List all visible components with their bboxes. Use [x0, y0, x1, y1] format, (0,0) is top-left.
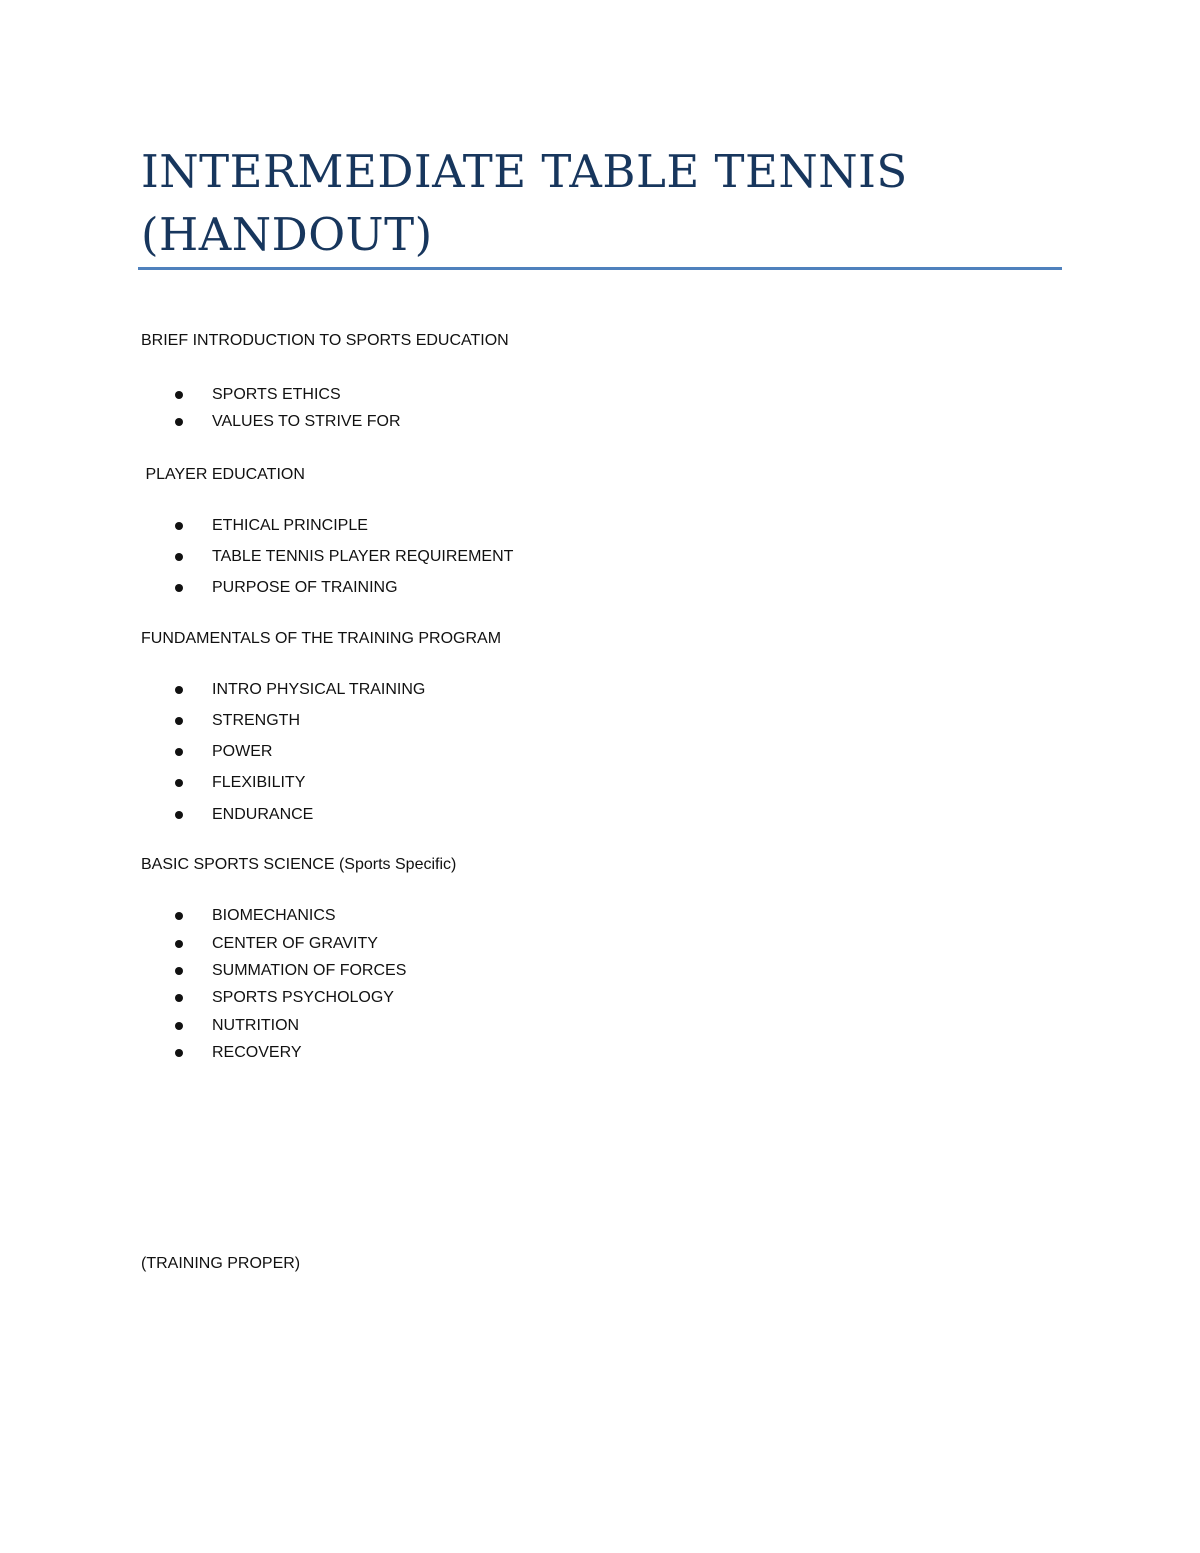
section-heading-training-proper: (TRAINING PROPER): [141, 1255, 301, 1272]
bullet-icon: [175, 584, 183, 592]
list-item-text: VALUES TO STRIVE FOR: [212, 413, 401, 430]
bullet-icon: [175, 686, 183, 694]
bullet-icon: [175, 418, 183, 426]
list-item-text: BIOMECHANICS: [212, 907, 336, 924]
list-item-text: NUTRITION: [212, 1017, 300, 1034]
bullet-icon: [175, 522, 183, 530]
bullet-icon: [175, 553, 183, 561]
bullet-icon: [175, 912, 183, 920]
bullet-icon: [175, 748, 183, 756]
bullet-icon: [175, 717, 183, 725]
list-item-text: ENDURANCE: [212, 806, 314, 823]
bullet-icon: [175, 811, 183, 819]
list-item-text: POWER: [212, 743, 273, 760]
title-line-2: (HANDOUT): [141, 208, 433, 261]
bullet-icon: [175, 391, 183, 399]
list-item-text: PURPOSE OF TRAINING: [212, 579, 398, 596]
list-item-text: SUMMATION OF FORCES: [212, 962, 407, 979]
section-heading-training-program: FUNDAMENTALS OF THE TRAINING PROGRAM: [141, 630, 502, 647]
list-item-text: FLEXIBILITY: [212, 774, 306, 791]
list-item-text: INTRO PHYSICAL TRAINING: [212, 681, 426, 698]
list-item-text: SPORTS PSYCHOLOGY: [212, 989, 394, 1006]
section-heading-sports-science: BASIC SPORTS SCIENCE (Sports Specific): [141, 856, 457, 873]
list-item-text: ETHICAL PRINCIPLE: [212, 517, 368, 534]
bullet-icon: [175, 967, 183, 975]
list-item-text: RECOVERY: [212, 1044, 302, 1061]
bullet-icon: [175, 779, 183, 787]
list-item-text: TABLE TENNIS PLAYER REQUIREMENT: [212, 548, 514, 565]
list-item-text: STRENGTH: [212, 712, 300, 729]
list-item-text: CENTER OF GRAVITY: [212, 935, 378, 952]
bullet-icon: [175, 940, 183, 948]
list-item-text: SPORTS ETHICS: [212, 386, 341, 403]
bullet-icon: [175, 1022, 183, 1030]
title-underline: [138, 267, 1062, 270]
bullet-icon: [175, 994, 183, 1002]
document-title: [141, 140, 1061, 266]
section-heading-player-education: PLAYER EDUCATION: [141, 466, 305, 483]
section-heading-sports-education: BRIEF INTRODUCTION TO SPORTS EDUCATION: [141, 332, 509, 349]
title-line-1: INTERMEDIATE TABLE TENNIS: [141, 145, 908, 198]
bullet-icon: [175, 1049, 183, 1057]
